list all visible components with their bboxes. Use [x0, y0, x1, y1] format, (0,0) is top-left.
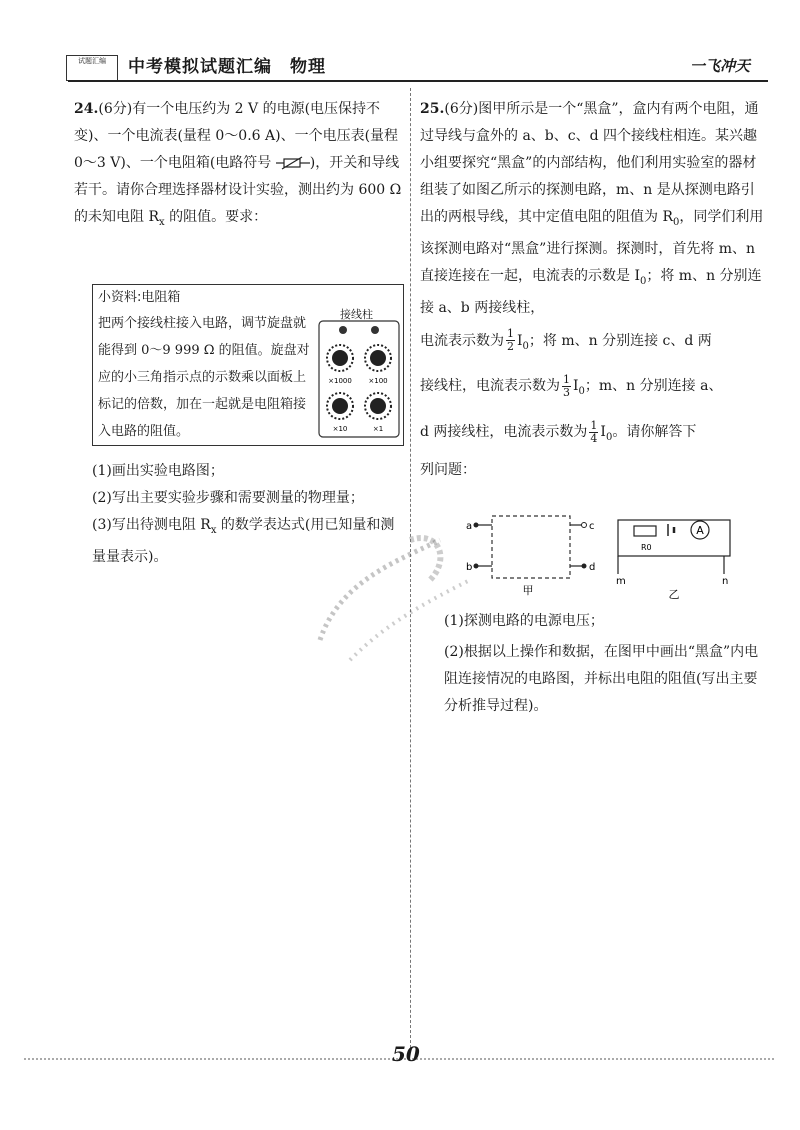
dial-knob — [327, 393, 353, 419]
question-score: (6分) — [98, 101, 133, 117]
figure-label-jia: 甲 — [522, 584, 534, 597]
fraction: $\frac{1}{4}$ — [590, 418, 598, 445]
question-24-intro-2: )，开关和导线若干。请你合理选择器材设计实验，测出约为 600 Ω 的未知电阻 R — [74, 155, 402, 225]
info-box-title: 小资料:电阻箱 — [98, 290, 181, 305]
question-25-line-3: 接线柱，电流表示数为 $\frac{1}{3}$ $I_0$；m、n 分别连接 a、 — [420, 372, 723, 399]
publisher-logo — [66, 55, 118, 81]
dial-knob — [365, 345, 391, 371]
watermark-stamp — [290, 520, 490, 690]
question-24-intro: 有一个电压约为 2 V 的电源(电压保持不变)、一个电流表(量程 0～0.6 A)、一个电压表(量程 0～3 V)、一个电阻箱(电路符号 — [74, 101, 399, 171]
requirement-2: (2)写出主要实验步骤和需要测量的物理量； — [92, 490, 364, 506]
r0-label: R0 — [641, 543, 652, 552]
question-25-paragraph-1: 25.(6分)图甲所示是一个“黑盒”，盒内有两个电阻，通过导线与盒外的 a、b、c、d 四个接线柱相连。某兴趣小组要探究“黑盒”的内部结构，他们利用实验室的器材组装了如图乙所示的探测电路，m、n 是从探测电路引出的两根导线，其中定值电阻的阻值为 $R_0$，同学们利用该探测电路对“黑盒”进行探测。探测时，首先将 m、n 直接连接在一起，电流表的示数是 $I_0$；将 m、n 分别连接 a、b 两接线柱， — [420, 101, 764, 316]
requirement-1: (1)画出实验电路图； — [92, 463, 224, 479]
terminal-label: c — [589, 521, 595, 532]
dial-knob — [365, 393, 391, 419]
page-header-title: 中考模拟试题汇编 物理 — [128, 57, 326, 77]
fraction: $\frac{1}{3}$ — [563, 372, 570, 399]
subscript: x — [159, 216, 165, 228]
question-24-intro-3: 的阻值。要求： — [164, 209, 268, 225]
question-25-line-5: 列问题： — [420, 461, 476, 478]
subquestion-2: (2)根据以上操作和数据，在图甲中画出“黑盒”内电阻连接情况的电路图，并标出电阻的阻值(写出主要分析推导过程)。 — [444, 644, 759, 714]
terminal-dot — [582, 564, 587, 569]
question-25-line-2: 电流表示数为 $\frac{1}{2}$ $I_0$；将 m、n 分别连接 c、d 两 — [420, 327, 712, 354]
terminal-label: b — [466, 562, 473, 573]
terminal-dot — [582, 523, 587, 528]
dial-knob — [327, 345, 353, 371]
lead-label: n — [722, 576, 729, 587]
dial-multiplier-label: ×100 — [368, 377, 388, 385]
terminal-dot — [371, 326, 379, 334]
lead-label: m — [616, 576, 626, 587]
resistor-r0 — [634, 526, 656, 536]
header-rule — [68, 80, 768, 82]
terminal-label: 接线柱 — [340, 308, 373, 321]
page-number: 50 — [392, 1042, 420, 1066]
question-number: 25. — [420, 101, 445, 117]
question-24 — [74, 96, 404, 236]
terminal-label: a — [466, 521, 473, 532]
subquestion-1: (1)探测电路的电源电压； — [444, 613, 604, 629]
question-25-line-4: d 两接线柱，电流表示数为 $\frac{1}{4}$ $I_0$。请你解答下 — [420, 418, 697, 445]
figure-label-yi: 乙 — [668, 588, 680, 601]
ammeter-label: A — [696, 524, 704, 537]
q25-subquestions — [444, 608, 769, 720]
info-box-body — [98, 310, 313, 445]
info-box-text: 把两个接线柱接入电路，调节旋盘就能得到 0～9 999 Ω 的阻值。旋盘对应的小三角指示点的示数乘以面板上标记的倍数，加在一起就是电阻箱接入电路的阻值。 — [98, 316, 310, 439]
terminal-dot — [339, 326, 347, 334]
series-brand: 一飞冲天 — [690, 57, 751, 75]
logo-text: 试题汇编 — [78, 57, 106, 65]
dial-multiplier-label: ×10 — [332, 425, 348, 433]
question-number: 24. — [74, 101, 99, 117]
resistance-box-symbol-icon — [276, 156, 310, 170]
question-score: (6分) — [444, 101, 479, 117]
terminal-label: d — [589, 562, 596, 573]
dial-multiplier-label: ×1000 — [328, 377, 352, 385]
question-25 — [420, 96, 765, 484]
requirement-3: (3)写出待测电阻 $R_x$ 的数学表达式(用已知量和测量量表示)。 — [92, 517, 395, 565]
fraction: $\frac{1}{2}$ — [507, 327, 514, 354]
dial-multiplier-label: ×1 — [372, 425, 384, 433]
probe-circuit-figure — [612, 512, 744, 602]
resistance-box-figure — [318, 320, 400, 438]
